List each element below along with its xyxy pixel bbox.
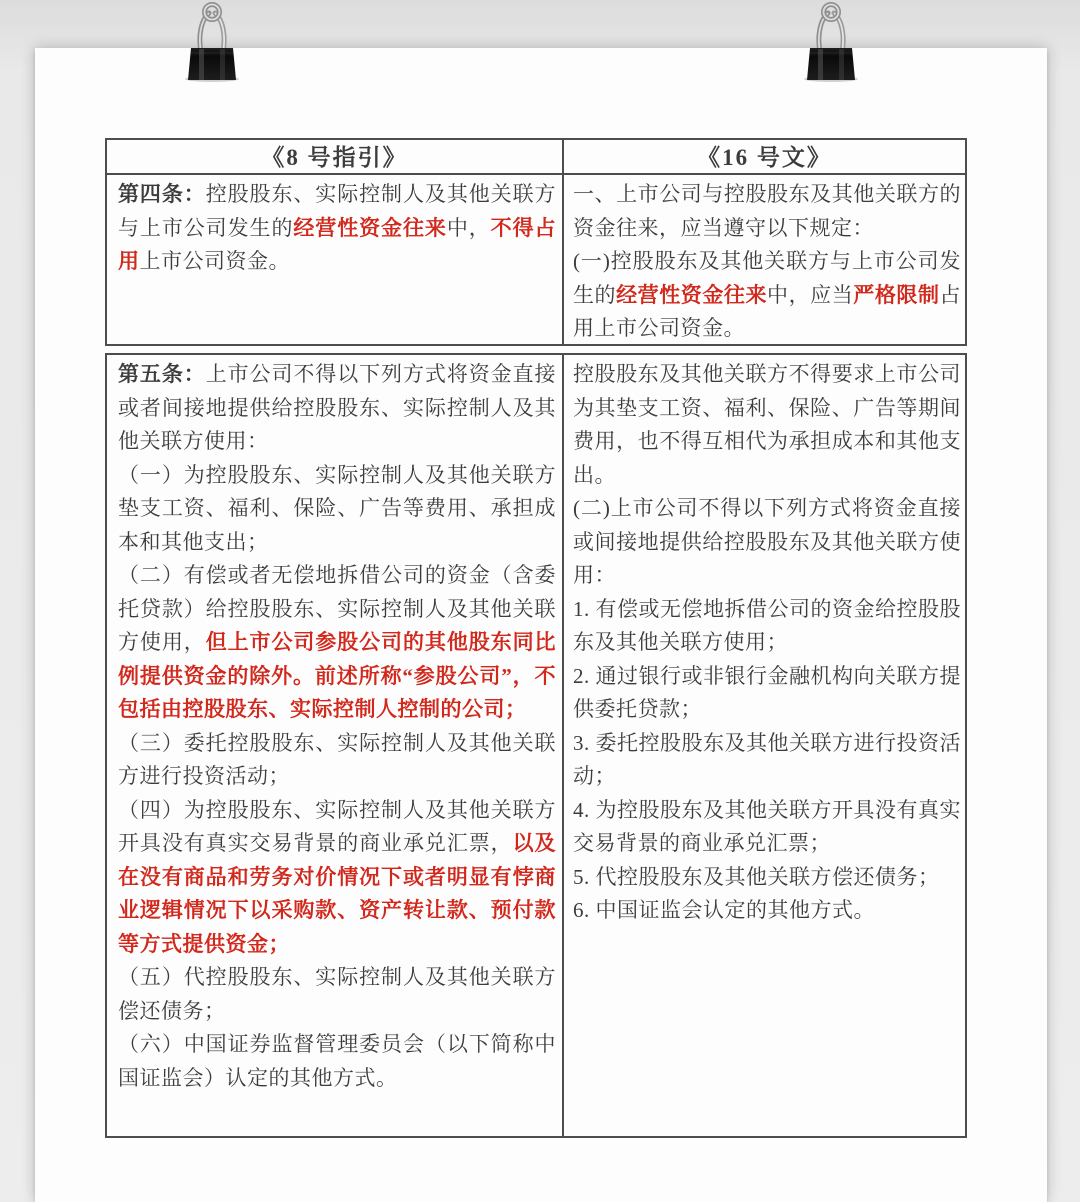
text-run: （三）委托控股股东、实际控制人及其他关联方进行投资活动； <box>118 730 556 788</box>
paragraph <box>118 358 556 459</box>
paragraph <box>573 794 961 861</box>
paragraph <box>118 459 556 560</box>
binder-clip-icon <box>180 2 244 82</box>
paragraph <box>118 794 556 962</box>
paragraph <box>118 961 556 1028</box>
paragraph <box>118 1028 556 1095</box>
paragraph <box>118 178 556 279</box>
text-run: （二）有偿或者无偿地拆借公司的资金（含委托贷款）给控股股东、实际控制人及其他关联方使用， <box>118 563 556 654</box>
text-run: 上市公司不得以下列方式将资金直接或者间接地提供给控股股东、实际控制人及其他关联方使用： <box>118 362 557 453</box>
text-run: (一)控股股东及其他关联方与上市公司发生的 <box>573 249 961 307</box>
comparison-table-article4 <box>105 138 967 346</box>
cell-article4-guide8 <box>107 175 562 344</box>
paragraph <box>573 660 961 727</box>
text-run: 6. 中国证监会认定的其他方式。 <box>573 898 875 922</box>
paragraph <box>573 358 961 492</box>
highlighted-text: 不得占用 <box>118 215 557 273</box>
cell-article4-doc16 <box>562 175 965 344</box>
highlighted-text: 但上市公司参股公司的其他股东同比例提供资金的除外。前述所称“参股公司”，不包括由控股股东、实际控制人控制的公司； <box>118 630 557 721</box>
text-run: 第四条： <box>118 182 206 206</box>
text-run: 上市公司资金。 <box>139 249 290 273</box>
text-run: 控股股东、实际控制人及其他关联方与上市公司发生的 <box>118 182 557 240</box>
highlighted-text: 经营性资金往来 <box>293 215 447 240</box>
cell-article5-guide8 <box>107 355 562 1136</box>
column-header-doc-16: 《16 号文》 <box>562 140 965 175</box>
comparison-table-article5 <box>105 353 967 1138</box>
text-run: 1. 有偿或无偿地拆借公司的资金给控股股东及其他关联方使用； <box>573 596 961 654</box>
text-run: (二)上市公司不得以下列方式将资金直接或间接地提供给控股股东及其他关联方使用： <box>573 496 961 587</box>
highlighted-text: 经营性资金往来 <box>616 282 768 307</box>
highlighted-text: 严格限制 <box>853 282 940 307</box>
text-run: 2. 通过银行或非银行金融机构向关联方提供委托贷款； <box>573 663 961 721</box>
text-run: （一）为控股股东、实际控制人及其他关联方垫支工资、福利、保险、广告等费用、承担成本和其他支出； <box>118 462 556 554</box>
paragraph <box>573 178 961 245</box>
text-run: 第五条： <box>118 362 206 386</box>
text-run: 3. 委托控股股东及其他关联方进行投资活动； <box>573 730 961 788</box>
paragraph <box>118 727 556 794</box>
paragraph <box>573 492 961 593</box>
paragraph <box>573 727 961 794</box>
text-run: 中，应当 <box>767 282 854 307</box>
column-header-guide-8: 《8 号指引》 <box>107 140 562 175</box>
text-run: 一、上市公司与控股股东及其他关联方的资金往来，应当遵守以下规定： <box>573 182 961 240</box>
binder-clip-icon <box>799 2 863 82</box>
paragraph <box>573 593 961 660</box>
paper-sheet <box>35 48 1047 1202</box>
cell-article5-doc16 <box>562 355 965 1136</box>
paragraph <box>573 894 961 928</box>
text-run: 4. 为控股股东及其他关联方开具没有真实交易背景的商业承兑汇票； <box>573 797 961 855</box>
paragraph <box>118 559 556 727</box>
paragraph <box>573 245 961 344</box>
text-run: （四）为控股股东、实际控制人及其他关联方开具没有真实交易背景的商业承兑汇票， <box>118 797 556 855</box>
paragraph <box>573 861 961 895</box>
text-run: （六）中国证券监督管理委员会（以下简称中国证监会）认定的其他方式。 <box>118 1032 556 1090</box>
text-run: 中， <box>446 215 491 240</box>
text-run: 5. 代控股股东及其他关联方偿还债务； <box>573 864 940 889</box>
text-run: 控股股东及其他关联方不得要求上市公司为其垫支工资、福利、保险、广告等期间费用，也不得互相代为承担成本和其他支出。 <box>573 362 961 487</box>
text-run: 占用上市公司资金。 <box>573 282 962 340</box>
text-run: （五）代控股股东、实际控制人及其他关联方偿还债务； <box>118 965 556 1023</box>
highlighted-text: 以及在没有商品和劳务对价情况下或者明显有悖商业逻辑情况下以采购款、资产转让款、预付款等方式提供资金； <box>118 831 556 956</box>
